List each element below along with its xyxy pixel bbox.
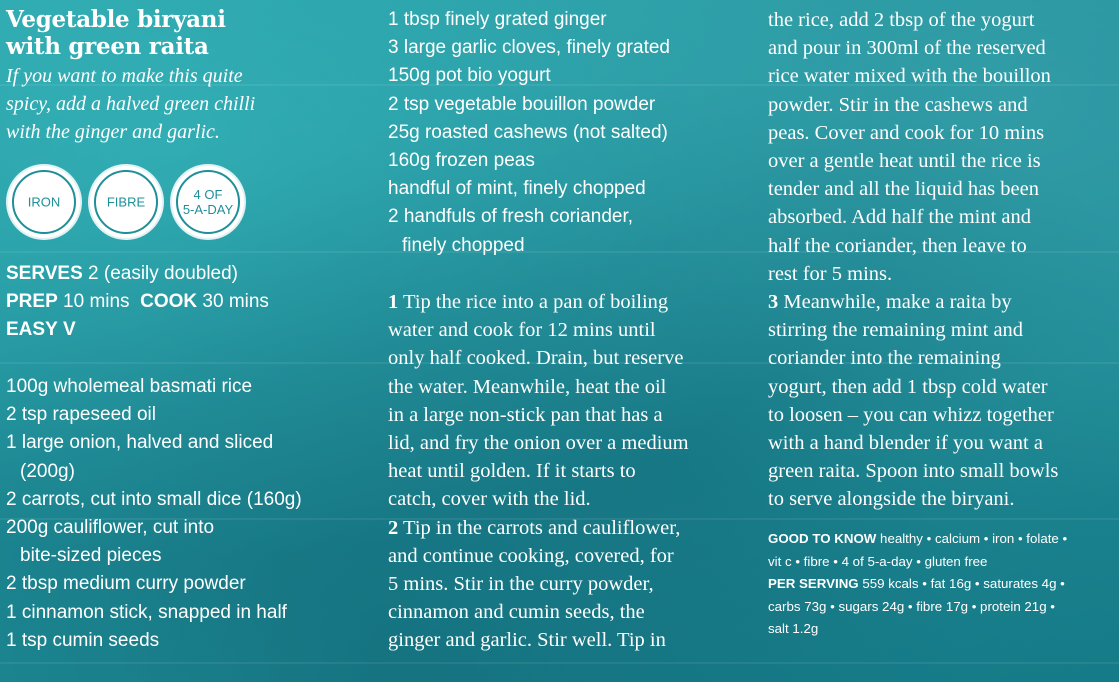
serves-value: 2 (easily doubled) [88,263,239,284]
ingredient-item: 2 tbsp medium curry powder [6,573,246,595]
method-line: peas. Cover and cook for 10 mins [768,121,1045,144]
difficulty-label: EASY [6,319,58,341]
per-serving-line [768,573,1103,596]
method-text: Tip the rice into a pan of boiling [403,291,669,313]
ingredient-item: 2 tsp rapeseed oil [6,404,156,426]
ingredient-item: 2 handfuls of fresh coriander, [388,206,634,228]
method-line [388,514,748,542]
five-a-day-badge [172,166,244,238]
method-steps [388,288,748,655]
ingredient-item: handful of mint, finely chopped [388,178,646,200]
iron-badge-label: IRON [27,194,61,210]
five-a-day-badge-label [172,187,244,217]
step-number: 2 [388,516,399,539]
recipe-column-1 [6,0,366,651]
ingredient-item: 150g pot bio yogurt [388,65,551,87]
method-line: rice water mixed with the bouillon [768,65,1051,88]
method-line: stirring the remaining mint and [768,319,1024,342]
prep-value: 10 mins [63,291,130,313]
method-line: coriander into the remaining [768,347,1001,370]
ingredient-item: 2 tsp vegetable bouillon powder [388,93,656,115]
per-serving-text: 559 kcals • fat 16g • saturates 4g • [862,576,1065,592]
title-line: with green raita [6,33,209,60]
method-line: 5 mins. Stir in the curry powder, [388,573,654,596]
ingredient-item: 1 tbsp finely grated ginger [388,9,607,30]
ingredient-item: 1 cinnamon stick, snapped in half [6,601,287,623]
per-serving-line: salt 1.2g [768,621,819,637]
step-number: 1 [388,291,399,313]
vegetarian-mark: V [63,319,76,341]
nutrition-badges [8,166,258,242]
cook-label: COOK [140,291,198,313]
method-line [388,288,748,316]
ingredient-item: 100g wholemeal basmati rice [6,376,253,397]
recipe-intro [6,62,366,146]
texture-streak [0,662,1119,664]
difficulty-line [6,316,269,344]
method-line: with a hand blender if you want a [768,432,1043,455]
fibre-badge [90,166,162,238]
intro-line: If you want to make this quite [6,65,243,87]
ingredient-item: 160g frozen peas [388,150,535,172]
prep-label: PREP [6,291,58,313]
method-line [768,288,1113,316]
method-line: to serve alongside the biryani. [768,488,1015,511]
method-line: powder. Stir in the cashews and [768,93,1028,116]
ingredient-item: finely chopped [402,234,525,256]
method-line: ginger and garlic. Stir well. Tip in [388,629,666,652]
per-serving-label: PER SERVING [768,576,859,592]
method-line: water and cook for 12 mins until [388,319,656,342]
ingredient-item: 200g cauliflower, cut into [6,517,215,539]
ingredient-item: 1 tsp cumin seeds [6,629,160,651]
good-to-know-line: vit c • fibre • 4 of 5-a-day • gluten free [768,553,988,569]
intro-line: spicy, add a halved green chilli [6,93,256,115]
method-line: lid, and fry the onion over a medium [388,432,689,455]
method-line: the rice, add 2 tbsp of the yogurt [768,9,1035,31]
method-line: rest for 5 mins. [768,262,893,285]
method-line: heat until golden. If it starts to [388,460,636,483]
ingredient-item: 1 large onion, halved and sliced [6,432,274,454]
method-line: half the coriander, then leave to [768,234,1027,257]
time-line [6,288,269,316]
step-number: 3 [768,291,779,314]
serves-label: SERVES [6,263,83,284]
method-line: absorbed. Add half the mint and [768,206,1032,229]
method-text: Tip in the carrots and cauliflower, [403,516,681,539]
method-line: and continue cooking, covered, for [388,544,674,567]
five-a-day-line: 4 OF [193,187,223,202]
ingredient-item: bite-sized pieces [20,545,162,567]
title-line: Vegetable biryani [6,6,226,33]
method-line: catch, cover with the lid. [388,488,591,511]
five-a-day-line: 5-A-DAY [182,202,234,217]
ingredient-item: (200g) [20,460,75,482]
method-line: tender and all the liquid has been [768,178,1039,201]
cook-value: 30 mins [202,291,269,313]
iron-badge [8,166,80,238]
method-text: Meanwhile, make a raita by [783,291,1012,314]
method-line: green raita. Spoon into small bowls [768,460,1059,483]
method-steps-continued [768,6,1113,514]
ingredient-item: 2 carrots, cut into small dice (160g) [6,488,302,510]
recipe-title [6,6,366,60]
method-line: yogurt, then add 1 tbsp cold water [768,375,1048,398]
ingredient-item: 3 large garlic cloves, finely grated [388,37,670,59]
ingredients-list [6,373,302,655]
recipe-meta [6,260,269,345]
ingredients-list-continued [388,6,670,260]
good-to-know-text: healthy • calcium • iron • folate • [880,531,1068,546]
good-to-know-label: GOOD TO KNOW [768,531,877,546]
good-to-know-line [768,528,1103,551]
method-line: to loosen – you can whizz together [768,403,1054,426]
method-line: only half cooked. Drain, but reserve [388,347,684,370]
method-line: cinnamon and cumin seeds, the [388,601,645,624]
intro-line: with the ginger and garlic. [6,121,220,143]
ingredient-item: 25g roasted cashews (not salted) [388,121,668,143]
per-serving-line: carbs 73g • sugars 24g • fibre 17g • protein 21g • [768,598,1055,614]
nutrition-info [768,528,1103,641]
serves-line [6,260,269,288]
method-line: over a gentle heat until the rice is [768,150,1041,173]
fibre-badge-label: FIBRE [106,194,146,210]
method-line: and pour in 300ml of the reserved [768,37,1046,60]
method-line: in a large non-stick pan that has a [388,403,663,426]
method-line: the water. Meanwhile, heat the oil [388,375,667,398]
